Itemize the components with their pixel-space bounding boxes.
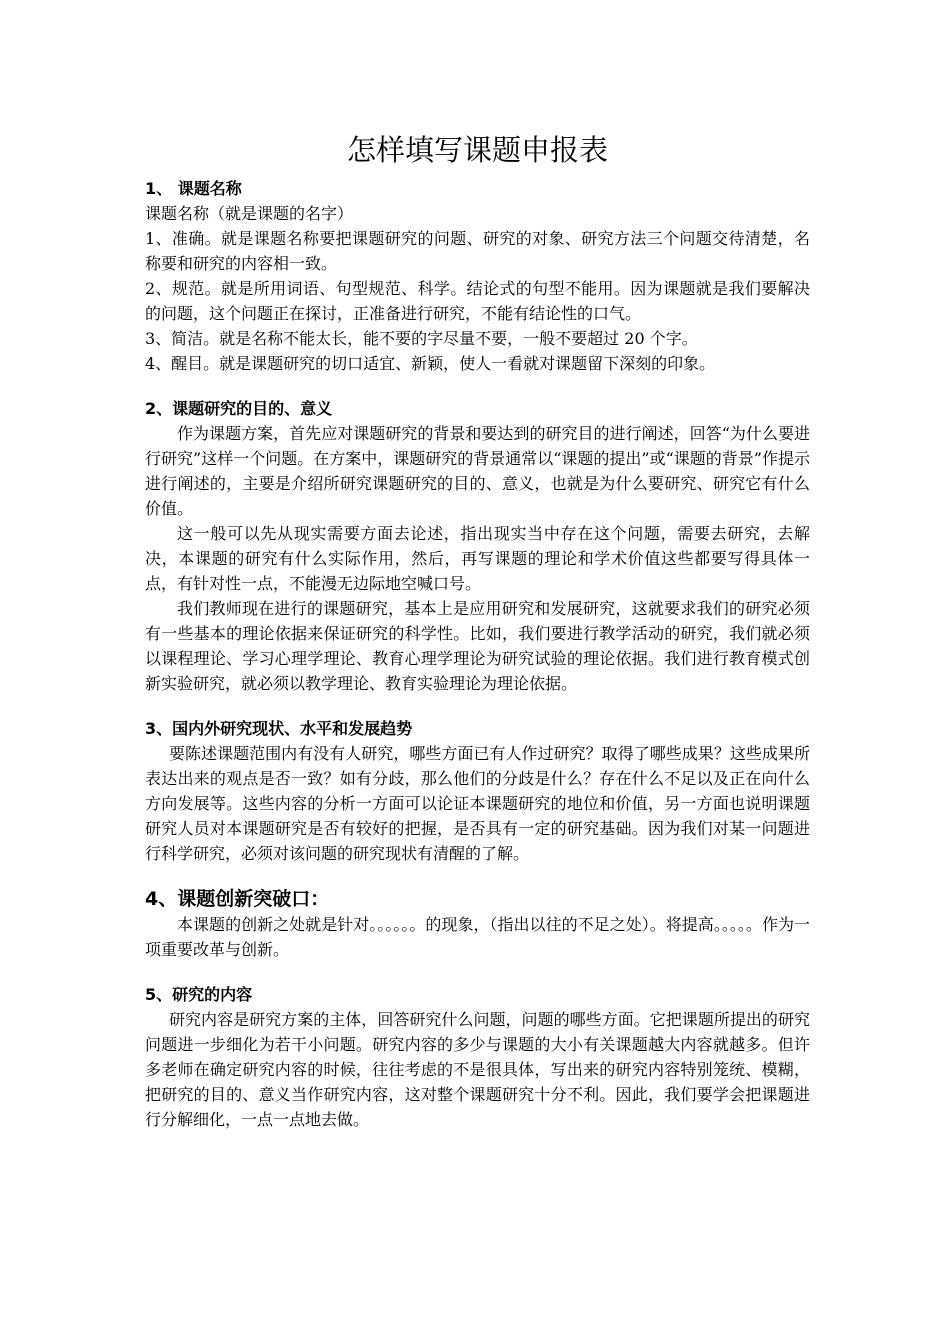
paragraph: 研究内容是研究方案的主体，回答研究什么问题，问题的哪些方面。它把课题所提出的研究问题进一步细化为若干小问题。研究内容的多少与课题的大小有关课题越大内容就越多。但许多老师在确定研究内容的时候，往往考虑的不是很具体，写出来的研究内容特别笼统、模糊，把研究的目的、意义当作研究内容，这对整个课题研究十分不利。因此，我们要学会把课题进行分解细化，一点一点地去做。	[145, 1010, 810, 1129]
paragraph: 我们教师现在进行的课题研究，基本上是应用研究和发展研究，这就要求我们的研究必须有一些基本的理论依据来保证研究的科学性。比如，我们要进行教学活动的研究，我们就必须以课程理论、学习心理学理论、教育心理学理论为研究试验的理论依据。我们进行教育模式创新实验研究，就必须以教学理论、教育实验理论为理论依据。	[145, 599, 810, 693]
section-heading: 3、国内外研究现状、水平和发展趋势	[145, 719, 413, 738]
paragraph: 作为课题方案，首先应对课题研究的背景和要达到的研究目的进行阐述，回答“为什么要进行研究”这样一个问题。在方案中，课题研究的背景通常以“课题的提出”或“课题的背景”作提示进行阐述的，主要是介绍所研究课题研究的目的、意义，也就是为什么要研究、研究它有什么价值。	[145, 424, 810, 518]
section-innovation	[145, 886, 810, 962]
section-research-status	[145, 716, 810, 866]
page-title: 怎样填写课题申报表	[346, 133, 608, 167]
section-gap	[145, 376, 810, 396]
paragraph: 3、简洁。就是名称不能太长，能不要的字尽量不要，一般不要超过 20 个字。	[145, 329, 698, 348]
section-heading: 1、 课题名称	[145, 179, 242, 198]
section-gap	[145, 962, 810, 982]
section-heading: 2、课题研究的目的、意义	[145, 399, 333, 418]
section-topic-name	[145, 176, 810, 376]
section-gap	[145, 866, 810, 886]
paragraph: 4、醒目。就是课题研究的切口适宜、新颖，使人一看就对课题留下深刻的印象。	[145, 354, 716, 373]
paragraph: 课题名称（就是课题的名字）	[145, 204, 354, 223]
paragraph: 这一般可以先从现实需要方面去论述，指出现实当中存在这个问题，需要去研究，去解决，本课题的研究有什么实际作用，然后，再写课题的理论和学术价值这些都要写得具体一点，有针对性一点，不能漫无边际地空喊口号。	[145, 524, 810, 593]
paragraph: 本课题的创新之处就是针对。。。。。。的现象，（指出以往的不足之处）。将提高。。。。。作为一项重要改革与创新。	[145, 915, 810, 959]
section-purpose	[145, 396, 810, 696]
section-heading: 5、研究的内容	[145, 985, 253, 1004]
paragraph: 1、准确。就是课题名称要把课题研究的问题、研究的对象、研究方法三个问题交待清楚，名称要和研究的内容相一致。	[145, 229, 810, 273]
paragraph: 2、规范。就是所用词语、句型规范、科学。结论式的句型不能用。因为课题就是我们要解决的问题，这个问题正在探讨，正准备进行研究，不能有结论性的口气。	[145, 279, 810, 323]
section-research-content	[145, 982, 810, 1132]
section-heading: 4、课题创新突破口：	[145, 888, 330, 910]
document-page	[145, 128, 810, 1132]
section-gap	[145, 696, 810, 716]
paragraph: 要陈述课题范围内有没有人研究，哪些方面已有人作过研究？取得了哪些成果？这些成果所表达出来的观点是否一致？如有分歧，那么他们的分歧是什么？存在什么不足以及正在向什么方向发展等。这些内容的分析一方面可以论证本课题研究的地位和价值，另一方面也说明课题研究人员对本课题研究是否有较好的把握，是否具有一定的研究基础。因为我们对某一问题进行科学研究，必须对该问题的研究现状有清醒的了解。	[145, 744, 810, 863]
